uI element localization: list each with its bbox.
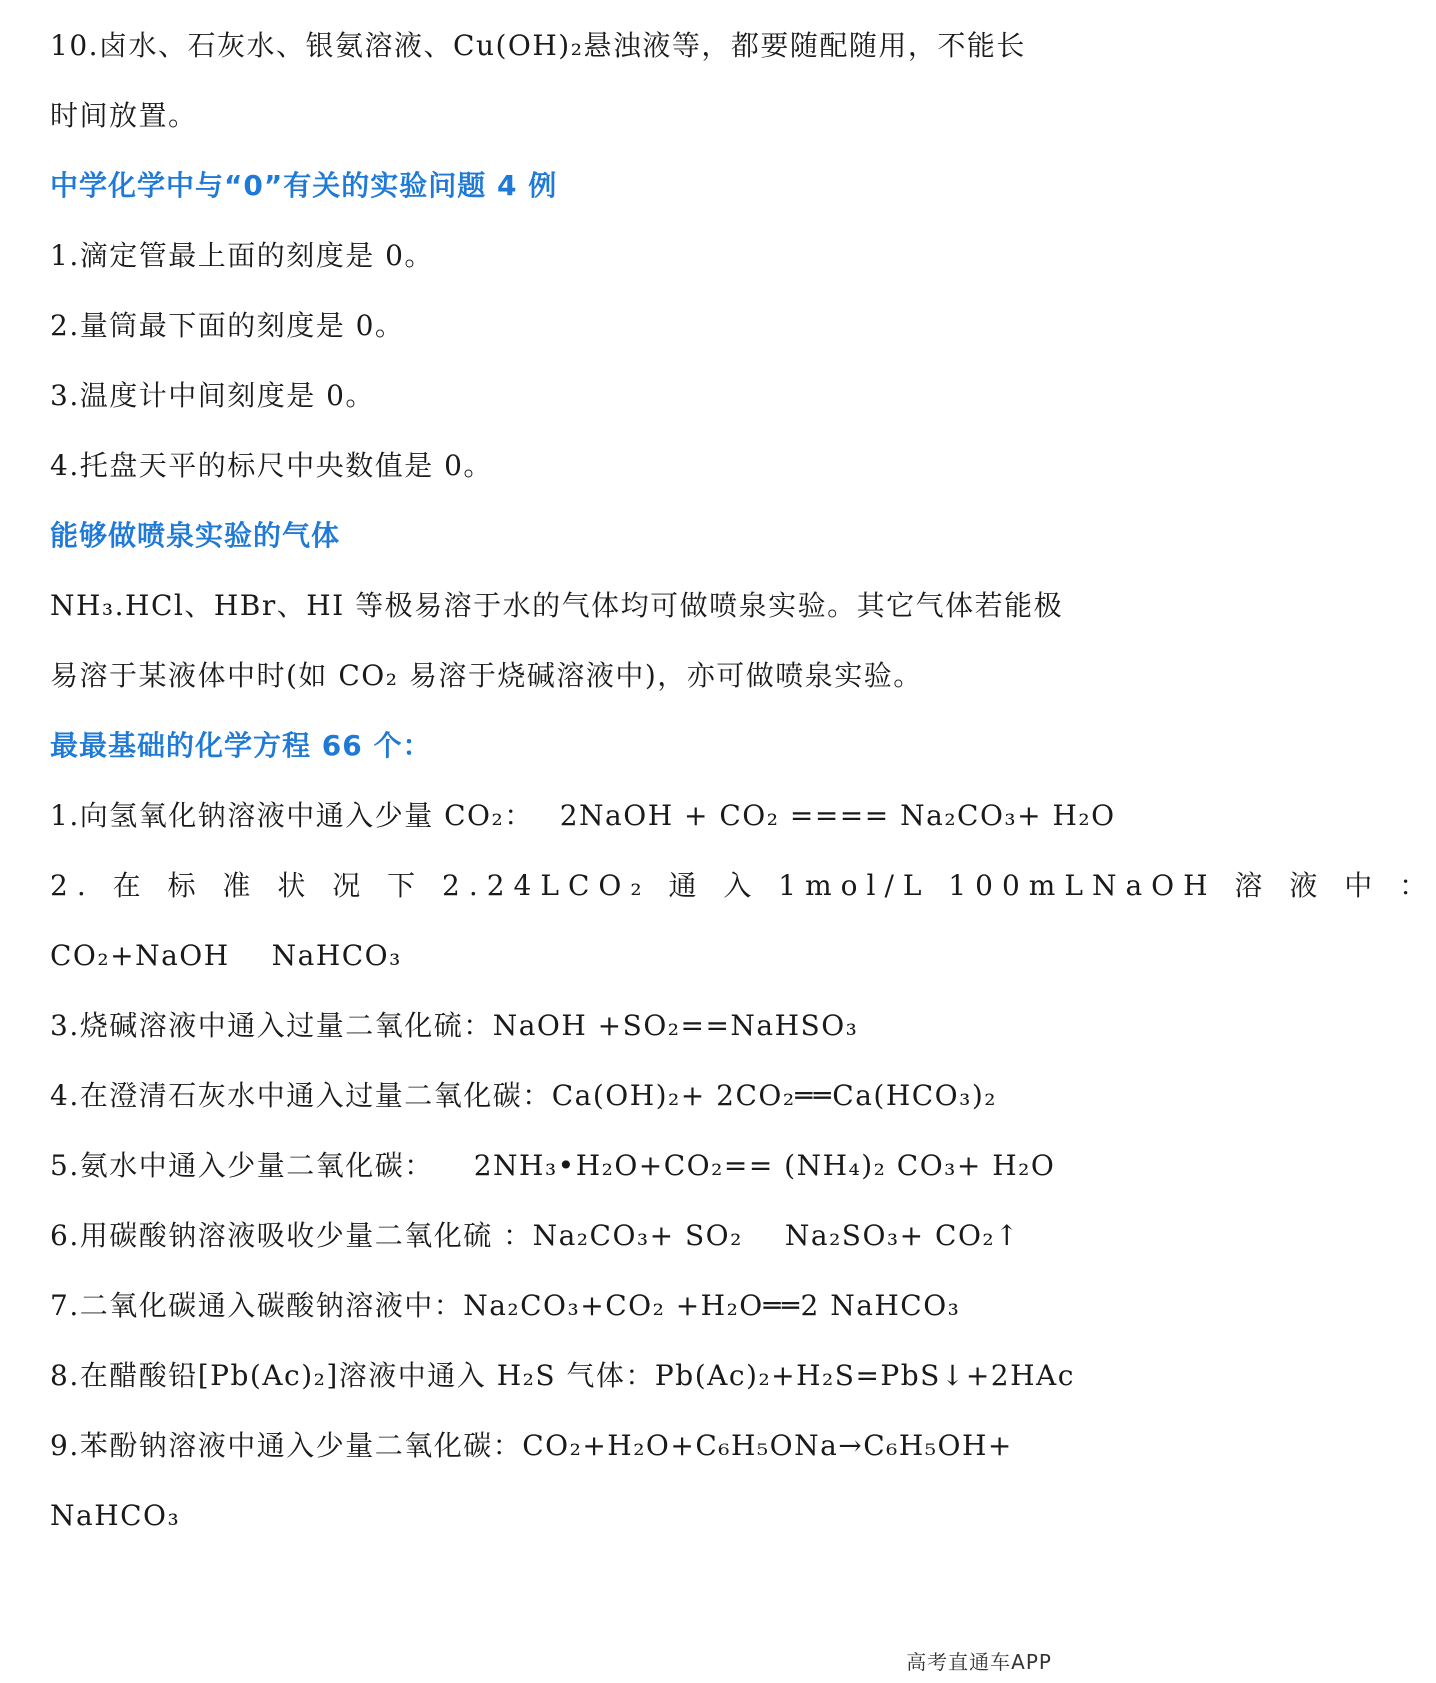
equation-item [50, 936, 1042, 976]
watermark: 高考直通车APP [906, 1650, 1052, 1674]
equation-item: 9.苯酚钠溶液中通入少量二氧化碳：CO₂+H₂O+C₆H₅ONa→C₆H₅OH+ [50, 1429, 1013, 1462]
equation-right: NaHCO₃ [271, 939, 402, 972]
section-heading-fountain: 能够做喷泉实验的气体 [50, 519, 341, 552]
equation-left: CO₂+NaOH [50, 939, 230, 972]
equation: 2NaOH + CO₂ ==== Na₂CO₃+ H₂O [559, 799, 1116, 832]
text-line: NH₃.HCl、HBr、HI 等极易溶于水的气体均可做喷泉实验。其它气体若能极 [50, 589, 1064, 622]
equation-left: 6.用碳酸钠溶液吸收少量二氧化硫 ：Na₂CO₃+ SO₂ [50, 1219, 743, 1252]
equation-item [50, 796, 1116, 836]
equation: 2NH₃•H₂O+CO₂== (NH₄)₂ CO₃+ H₂O [473, 1149, 1056, 1182]
equation-item: 8.在醋酸铅[Pb(Ac)₂]溶液中通入 H₂S 气体：Pb(Ac)₂+H₂S=PbS↓+2HAc [50, 1359, 1075, 1392]
list-item: 1.滴定管最上面的刻度是 0。 [50, 239, 434, 272]
text-line: 10.卤水、石灰水、银氨溶液、Cu(OH)₂悬浊液等，都要随配随用，不能长 [50, 29, 1026, 62]
equation-label: 5.氨水中通入少量二氧化碳： [50, 1149, 434, 1182]
section-heading-equations: 最最基础的化学方程 66 个： [50, 729, 432, 762]
equation-item [50, 1146, 1056, 1186]
equation-item: 3.烧碱溶液中通入过量二氧化硫：NaOH +SO₂==NaHSO₃ [50, 1009, 859, 1042]
equation-item: 2. 在 标 准 状 况 下 2.24LCO₂ 通 入 1mol/L 100mLNaOH 溶 液 中 ： [50, 869, 1436, 902]
list-item: 3.温度计中间刻度是 0。 [50, 379, 375, 412]
equation-item: 7.二氧化碳通入碳酸钠溶液中：Na₂CO₃+CO₂ +H₂O══2 NaHCO₃ [50, 1289, 961, 1322]
text-line: 易溶于某液体中时(如 CO₂ 易溶于烧碱溶液中)，亦可做喷泉实验。 [50, 659, 923, 692]
equation-item: 4.在澄清石灰水中通入过量二氧化碳：Ca(OH)₂+ 2CO₂══Ca(HCO₃)₂ [50, 1079, 997, 1112]
equation-right: Na₂SO₃+ CO₂↑ [784, 1219, 1021, 1252]
equation-item [50, 1216, 1042, 1256]
list-item: 2.量筒最下面的刻度是 0。 [50, 309, 405, 342]
section-heading-zero: 中学化学中与“0”有关的实验问题 4 例 [50, 169, 558, 202]
text-line: 时间放置。 [50, 99, 198, 132]
list-item: 4.托盘天平的标尺中央数值是 0。 [50, 449, 493, 482]
equation-label: 1.向氢氧化钠溶液中通入少量 CO₂： [50, 799, 534, 832]
text-line: NaHCO₃ [50, 1499, 181, 1532]
